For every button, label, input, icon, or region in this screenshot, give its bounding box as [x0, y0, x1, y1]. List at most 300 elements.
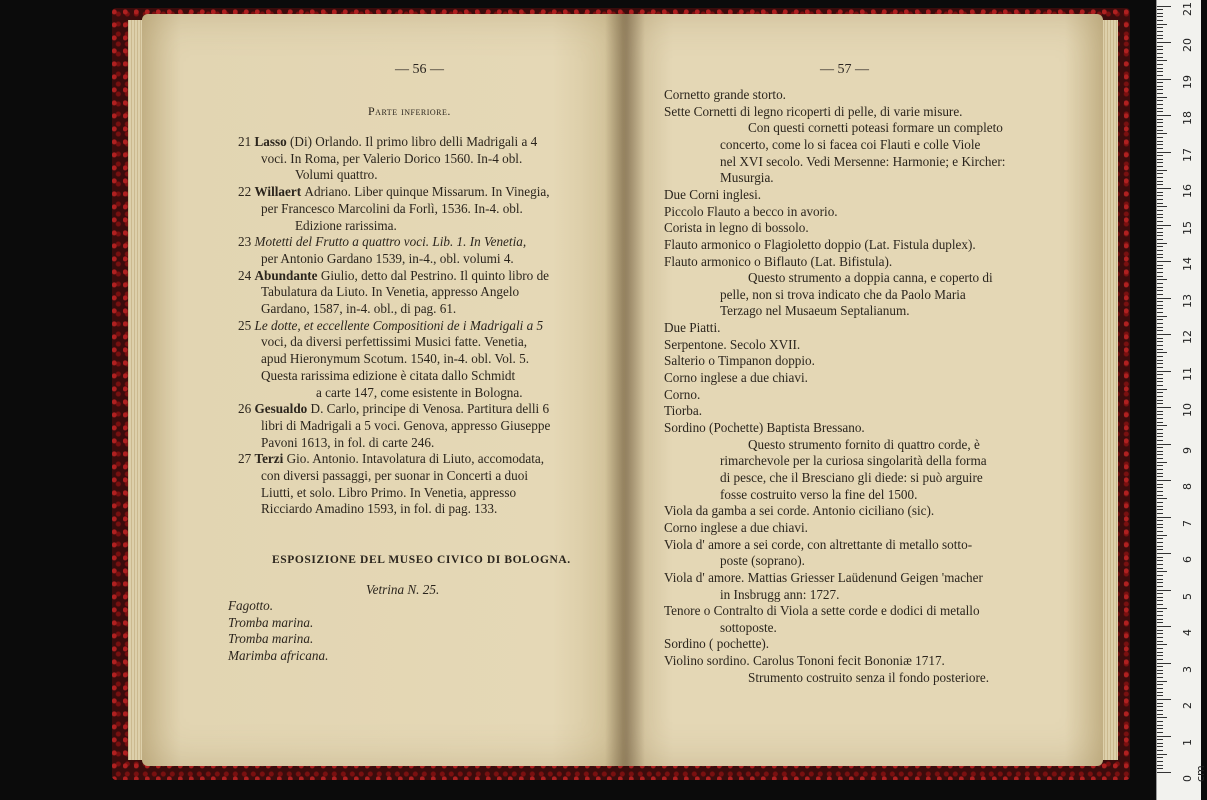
catalog-line: fosse costruito verso la fine del 1500.: [720, 486, 918, 502]
entry-continuation: Volumi quattro.: [295, 167, 378, 183]
ruler-tick: [1157, 725, 1163, 726]
ruler-tick: [1157, 57, 1163, 58]
ruler-tick: [1157, 480, 1171, 481]
catalog-line: Questo strumento a doppia canna, e coperto di: [748, 270, 993, 286]
ruler-tick: [1157, 542, 1163, 543]
ruler-tick: [1157, 159, 1163, 160]
ruler-tick: [1157, 250, 1163, 251]
entry-number: 22: [238, 184, 255, 200]
ruler-tick: [1157, 732, 1163, 733]
entry-continuation: Gardano, 1587, in-4. obl., di pag. 61.: [261, 301, 457, 316]
entry-continuation: con diversi passaggi, per suonar in Concerti a duoi: [261, 468, 528, 483]
catalog-line: Due Piatti.: [664, 320, 721, 336]
ruler-tick: [1157, 692, 1163, 693]
ruler-tick: [1157, 462, 1167, 463]
entry-row: [238, 451, 544, 468]
ruler-tick: [1157, 60, 1167, 61]
book-gutter: [605, 14, 645, 766]
catalog-line: Tiorba.: [664, 403, 702, 419]
entry-continuation: libri di Madrigali a 5 voci. Genova, appresso Giuseppe: [261, 417, 551, 433]
ruler-tick: [1157, 82, 1163, 83]
ruler-tick: [1157, 203, 1163, 204]
ruler-tick: [1157, 181, 1163, 182]
catalog-line: Terzago nel Musaeum Septalianum.: [720, 303, 910, 319]
ruler-tick: [1157, 469, 1163, 470]
ruler-tick: [1157, 254, 1163, 255]
ruler-tick: [1157, 495, 1163, 496]
ruler-tick: [1157, 308, 1163, 309]
catalog-line: Serpentone. Secolo XVII.: [664, 336, 801, 352]
entry-continuation: Tabulatura da Liuto. In Venetia, appresso Angelo: [261, 284, 520, 300]
entry-row: [238, 318, 543, 335]
ruler-tick: [1157, 246, 1163, 247]
ruler-tick: [1157, 571, 1167, 572]
ruler-tick: [1157, 761, 1163, 762]
ruler-tick: [1157, 20, 1163, 21]
ruler-tick: [1157, 524, 1163, 525]
catalog-line: Due Corni inglesi.: [664, 186, 762, 202]
ruler-label: 4: [1181, 629, 1194, 636]
entry-row: [238, 401, 549, 418]
entry-row: [238, 234, 526, 251]
ruler-tick: [1157, 170, 1167, 171]
ruler-tick: [1157, 590, 1171, 591]
page-number-right: — 57 —: [820, 62, 869, 77]
ruler-tick: [1157, 586, 1163, 587]
entry-number: 27: [238, 451, 255, 467]
ruler-tick: [1157, 371, 1171, 372]
entry-number: 26: [238, 401, 255, 417]
ruler-tick: [1157, 9, 1163, 10]
ruler-tick: [1157, 608, 1167, 609]
ruler-tick: [1157, 53, 1163, 54]
ruler-tick: [1157, 381, 1163, 382]
entry-text: Gio. Antonio. Intavolatura di Liuto, accomodata,: [286, 451, 545, 467]
ruler-tick: [1157, 444, 1171, 445]
ruler-tick: [1157, 319, 1163, 320]
ruler-tick: [1157, 422, 1163, 423]
ruler-tick: [1157, 593, 1163, 594]
ruler-tick: [1157, 549, 1163, 550]
entry-text: (Di) Orlando. Il primo libro delli Madrigali a 4: [290, 134, 538, 149]
ruler-tick: [1157, 706, 1163, 707]
ruler-tick: [1157, 484, 1163, 485]
ruler-label: 11: [1181, 366, 1194, 381]
section-title: Parte inferiore.: [368, 104, 451, 118]
ruler-tick: [1157, 188, 1171, 189]
ruler-label: 3: [1181, 665, 1194, 673]
ruler-tick: [1157, 137, 1163, 138]
ruler-tick: [1157, 425, 1167, 426]
ruler-tick: [1157, 648, 1163, 649]
ruler-tick: [1157, 695, 1163, 696]
ruler-tick: [1157, 418, 1163, 419]
ruler-tick: [1157, 513, 1163, 514]
catalog-line: Sordino (Pochette) Baptista Bressano.: [664, 420, 865, 435]
ruler-tick: [1157, 89, 1163, 90]
entry-continuation: Liutti, et solo. Libro Primo. In Venetia, appresso: [261, 484, 517, 500]
instrument-item: Tromba marina.: [228, 631, 314, 646]
ruler-tick: [1157, 225, 1171, 226]
catalog-line: Strumento costruito senza il fondo posteriore.: [748, 669, 989, 685]
ruler-tick: [1157, 235, 1163, 236]
entry-number: 24: [238, 267, 255, 283]
catalog-line: Flauto armonico o Biflauto (Lat. Bifistula).: [664, 253, 893, 269]
entry-row: [238, 184, 550, 201]
ruler-tick: [1157, 611, 1163, 612]
entry-continuation: per Francesco Marcolini da Forlì, 1536. In-4. obl.: [261, 200, 523, 216]
entry-number: 23: [238, 234, 255, 250]
entry-number: 21: [238, 134, 255, 149]
ruler-tick: [1157, 130, 1163, 131]
ruler-tick: [1157, 396, 1163, 397]
ruler-tick: [1157, 327, 1163, 328]
ruler-tick: [1157, 389, 1167, 390]
ruler-tick: [1157, 681, 1167, 682]
entry-text: Le dotte, et eccellente Compositioni de i Madrigali a 5: [254, 317, 544, 333]
ruler-tick: [1157, 714, 1163, 715]
ruler-tick: [1157, 232, 1163, 233]
entry-text: D. Carlo, principe di Venosa. Partitura delli 6: [310, 401, 550, 417]
entry-continuation: Edizione rarissima.: [295, 217, 397, 233]
ruler-label: 15: [1181, 220, 1194, 235]
ruler-tick: [1157, 173, 1163, 174]
catalog-line: Corno.: [664, 386, 701, 402]
ruler-tick: [1157, 579, 1163, 580]
ruler-tick: [1157, 414, 1163, 415]
ruler-label: 8: [1181, 483, 1194, 490]
ruler-tick: [1157, 100, 1163, 101]
ruler-label: 1: [1181, 738, 1194, 746]
ruler-tick: [1157, 279, 1167, 280]
ruler-tick: [1157, 564, 1163, 565]
catalog-line: rimarchevole per la curiosa singolarità della forma: [720, 453, 987, 469]
catalog-line: Sette Cornetti di legno ricoperti di pelle, di varie misure.: [664, 103, 963, 119]
catalog-line: Questo strumento fornito di quattro corde, è: [748, 436, 980, 452]
ruler-tick: [1157, 772, 1171, 773]
ruler-tick: [1157, 465, 1163, 466]
ruler-tick: [1157, 31, 1163, 32]
catalog-line: concerto, come lo si facea coi Flauti e colle Viole: [720, 136, 981, 152]
ruler-tick: [1157, 71, 1163, 72]
ruler-tick: [1157, 155, 1163, 156]
catalog-line: Violino sordino. Carolus Tononi fecit Bononiæ 1717.: [664, 653, 945, 669]
ruler-tick: [1157, 360, 1163, 361]
ruler-tick: [1157, 637, 1163, 638]
catalog-line: Sordino ( pochette).: [664, 636, 770, 652]
catalog-line: Piccolo Flauto a becco in avorio.: [664, 203, 838, 219]
ruler-tick: [1157, 367, 1163, 368]
ruler-tick: [1157, 104, 1163, 105]
ruler-tick: [1157, 739, 1163, 740]
catalog-line: sottoposte.: [720, 619, 777, 635]
ruler-tick: [1157, 619, 1163, 620]
ruler-tick: [1157, 301, 1163, 302]
ruler-tick: [1157, 374, 1163, 375]
ruler-tick: [1157, 294, 1163, 295]
ruler-tick: [1157, 217, 1163, 218]
ruler-tick: [1157, 184, 1163, 185]
entry-author: Terzi: [254, 451, 287, 467]
ruler-tick: [1157, 239, 1163, 240]
ruler-tick: [1157, 659, 1163, 660]
ruler-tick: [1157, 64, 1163, 65]
ruler-tick: [1157, 736, 1171, 737]
ruler-tick: [1157, 502, 1163, 503]
ruler-tick: [1157, 385, 1163, 386]
ruler-tick: [1157, 677, 1163, 678]
vetrina-label: Vetrina N. 25.: [366, 582, 440, 597]
catalog-line: Viola d' amore. Mattias Griesser Laüdenund Geigen 'macher: [664, 569, 983, 585]
ruler-label: 16: [1181, 184, 1194, 198]
catalog-line: Corista in legno di bossolo.: [664, 220, 809, 236]
ruler-tick: [1157, 133, 1167, 134]
ruler-tick: [1157, 221, 1163, 222]
ruler-tick: [1157, 509, 1163, 510]
ruler-tick: [1157, 38, 1163, 39]
catalog-line: Musurgia.: [720, 170, 774, 186]
ruler-tick: [1157, 582, 1163, 583]
ruler-tick: [1157, 527, 1163, 528]
catalog-line: nel XVI secolo. Vedi Mersenne: Harmonie; e Kircher:: [720, 153, 1006, 169]
ruler-tick: [1157, 93, 1163, 94]
ruler-tick: [1157, 535, 1167, 536]
ruler-tick: [1157, 199, 1163, 200]
ruler-tick: [1157, 673, 1163, 674]
ruler-tick: [1157, 476, 1163, 477]
ruler-tick: [1157, 746, 1163, 747]
ruler-tick: [1157, 46, 1163, 47]
ruler-tick: [1157, 141, 1163, 142]
ruler-tick: [1157, 290, 1163, 291]
exposition-title: ESPOSIZIONE DEL MUSEO CIVICO DI BOLOGNA.: [272, 554, 571, 566]
ruler-label: 0 cm: [1181, 765, 1207, 782]
ruler-tick: [1157, 717, 1167, 718]
ruler-tick: [1157, 16, 1163, 17]
ruler-tick: [1157, 79, 1171, 80]
ruler-tick: [1157, 148, 1163, 149]
ruler-tick: [1157, 144, 1163, 145]
ruler-tick: [1157, 553, 1171, 554]
ruler-tick: [1157, 663, 1171, 664]
ruler-tick: [1157, 356, 1163, 357]
ruler-tick: [1157, 126, 1163, 127]
catalog-line: di pesce, che il Bresciano gli diede: si può arguire: [720, 469, 983, 485]
catalog-line: in Insbrugg ann: 1727.: [720, 586, 840, 602]
ruler-tick: [1157, 451, 1163, 452]
ruler-tick: [1157, 615, 1163, 616]
ruler-tick: [1157, 641, 1163, 642]
ruler-tick: [1157, 670, 1163, 671]
ruler-tick: [1157, 757, 1163, 758]
entry-row: [238, 268, 549, 285]
ruler-label: 20: [1181, 38, 1194, 52]
entry-author: Gesualdo: [254, 401, 311, 417]
ruler-tick: [1157, 743, 1163, 744]
ruler-tick: [1157, 341, 1163, 342]
ruler-tick: [1157, 214, 1163, 215]
ruler-label: 21: [1181, 1, 1194, 16]
catalog-line: poste (soprano).: [720, 553, 805, 569]
ruler-tick: [1157, 228, 1163, 229]
entry-text: Adriano. Liber quinque Missarum. In Vinegia,: [304, 184, 550, 200]
ruler-tick: [1157, 298, 1171, 299]
ruler-tick: [1157, 491, 1163, 492]
ruler-tick: [1157, 86, 1163, 87]
ruler-tick: [1157, 330, 1163, 331]
entry-author: Willaert: [254, 184, 305, 200]
ruler-tick: [1157, 257, 1163, 258]
ruler-tick: [1157, 287, 1163, 288]
ruler-tick: [1157, 115, 1171, 116]
ruler-tick: [1157, 265, 1163, 266]
ruler-label: 19: [1181, 74, 1194, 89]
ruler-tick: [1157, 506, 1163, 507]
ruler-tick: [1157, 630, 1163, 631]
ruler-tick: [1157, 429, 1163, 430]
ruler-tick: [1157, 119, 1163, 120]
ruler-tick: [1157, 768, 1163, 769]
ruler-tick: [1157, 400, 1163, 401]
page-number-left: — 56 —: [395, 62, 444, 77]
ruler-tick: [1157, 633, 1163, 634]
ruler-tick: [1157, 728, 1163, 729]
ruler-label: 12: [1181, 330, 1194, 344]
ruler-tick: [1157, 644, 1167, 645]
catalog-line: pelle, non si trova indicato che da Paolo Maria: [720, 286, 966, 302]
ruler-tick: [1157, 531, 1163, 532]
ruler-tick: [1157, 352, 1167, 353]
ruler-tick: [1157, 192, 1163, 193]
ruler-tick: [1157, 652, 1163, 653]
ruler-tick: [1157, 597, 1163, 598]
ruler-tick: [1157, 411, 1163, 412]
entry-row: [238, 134, 537, 151]
ruler-tick: [1157, 454, 1163, 455]
catalog-line: Viola da gamba a sei corde. Antonio ciciliano (sic).: [664, 503, 935, 519]
catalog-line: Tenore o Contralto di Viola a sette corde e dodici di metallo: [664, 603, 980, 619]
ruler-tick: [1157, 177, 1163, 178]
entry-continuation: voci, da diversi perfettissimi Musici fatte. Venetia,: [261, 334, 528, 350]
ruler-tick: [1157, 108, 1163, 109]
ruler-label: 7: [1181, 519, 1194, 527]
ruler-tick: [1157, 655, 1163, 656]
ruler-tick: [1157, 666, 1163, 667]
ruler-tick: [1157, 111, 1163, 112]
entry-author: Lasso: [254, 134, 291, 149]
ruler-tick: [1157, 458, 1163, 459]
ruler-tick: [1157, 363, 1163, 364]
ruler-label: 10: [1181, 403, 1194, 417]
entry-continuation: voci. In Roma, per Valerio Dorico 1560. In-4 obl.: [261, 150, 523, 166]
ruler-tick: [1157, 473, 1163, 474]
ruler-tick: [1157, 604, 1163, 605]
entry-text: Motetti del Frutto a quattro voci. Lib. 1. In Venetia,: [254, 234, 527, 250]
ruler-tick: [1157, 546, 1163, 547]
ruler-label: 13: [1181, 293, 1194, 308]
ruler-tick: [1157, 13, 1163, 14]
ruler-tick: [1157, 27, 1163, 28]
ruler-tick: [1157, 517, 1171, 518]
catalog-line: Con questi cornetti poteasi formare un completo: [748, 120, 1003, 136]
ruler-label: 2: [1181, 702, 1194, 709]
ruler-tick: [1157, 703, 1163, 704]
entry-number: 25: [238, 317, 255, 333]
ruler-tick: [1157, 378, 1163, 379]
ruler-tick: [1157, 334, 1171, 335]
entry-continuation: apud Hieronymum Scotum. 1540, in-4. obl. Vol. 5.: [261, 351, 530, 367]
ruler-label: 5: [1181, 592, 1194, 600]
ruler-tick: [1157, 575, 1163, 576]
ruler-tick: [1157, 152, 1171, 153]
ruler-tick: [1157, 268, 1163, 269]
ruler-tick: [1157, 440, 1163, 441]
ruler-tick: [1157, 600, 1163, 601]
catalog-line: Corno inglese a due chiavi.: [664, 519, 808, 535]
entry-continuation: Questa rarissima edizione è citata dallo Schmidt: [261, 367, 516, 383]
ruler-tick: [1157, 316, 1167, 317]
ruler-label: 17: [1181, 147, 1194, 162]
ruler-tick: [1157, 436, 1163, 437]
entry-continuation: Ricciardo Amadino 1593, in fol. di pag. 133.: [261, 501, 498, 517]
ruler-tick: [1157, 392, 1163, 393]
catalog-line: Viola d' amore a sei corde, con altrettante di metallo sotto-: [664, 536, 973, 552]
entry-continuation: a carte 147, come esistente in Bologna.: [316, 384, 523, 400]
ruler-tick: [1157, 6, 1171, 7]
ruler-tick: [1157, 338, 1163, 339]
ruler-tick: [1157, 626, 1171, 627]
ruler-tick: [1157, 276, 1163, 277]
ruler-tick: [1157, 520, 1163, 521]
ruler-tick: [1157, 688, 1163, 689]
ruler-tick: [1157, 210, 1163, 211]
ruler-tick: [1157, 49, 1163, 50]
ruler-tick: [1157, 754, 1167, 755]
ruler-tick: [1157, 560, 1163, 561]
ruler-tick: [1157, 433, 1163, 434]
catalog-line: Flauto armonico o Flagioletto doppio (Lat. Fistula duplex).: [664, 236, 976, 252]
ruler-label: 18: [1181, 111, 1194, 125]
ruler-tick: [1157, 323, 1163, 324]
ruler-tick: [1157, 349, 1163, 350]
ruler-tick: [1157, 538, 1163, 539]
ruler-tick: [1157, 35, 1163, 36]
ruler-tick: [1157, 684, 1163, 685]
ruler-tick: [1157, 710, 1163, 711]
entry-text: Giulio, detto dal Pestrino. Il quinto libro de: [320, 267, 550, 283]
instrument-item: Fagotto.: [228, 598, 274, 613]
ruler-tick: [1157, 283, 1163, 284]
ruler-label: 14: [1181, 257, 1194, 271]
ruler-tick: [1157, 75, 1163, 76]
instrument-item: Marimba africana.: [228, 647, 329, 663]
ruler-tick: [1157, 195, 1163, 196]
ruler-tick: [1157, 162, 1163, 163]
ruler-tick: [1157, 403, 1163, 404]
catalog-line: Corno inglese a due chiavi.: [664, 370, 808, 386]
ruler-tick: [1157, 272, 1163, 273]
ruler-label: 9: [1181, 446, 1194, 454]
entry-continuation: per Antonio Gardano 1539, in-4., obl. volumi 4.: [261, 250, 514, 266]
ruler-tick: [1157, 243, 1167, 244]
ruler-tick: [1157, 750, 1163, 751]
ruler-tick: [1157, 498, 1167, 499]
ruler-tick: [1157, 312, 1163, 313]
ruler-label: 6: [1181, 556, 1194, 563]
ruler-tick: [1157, 699, 1171, 700]
ruler-tick: [1157, 557, 1163, 558]
ruler-tick: [1157, 568, 1163, 569]
